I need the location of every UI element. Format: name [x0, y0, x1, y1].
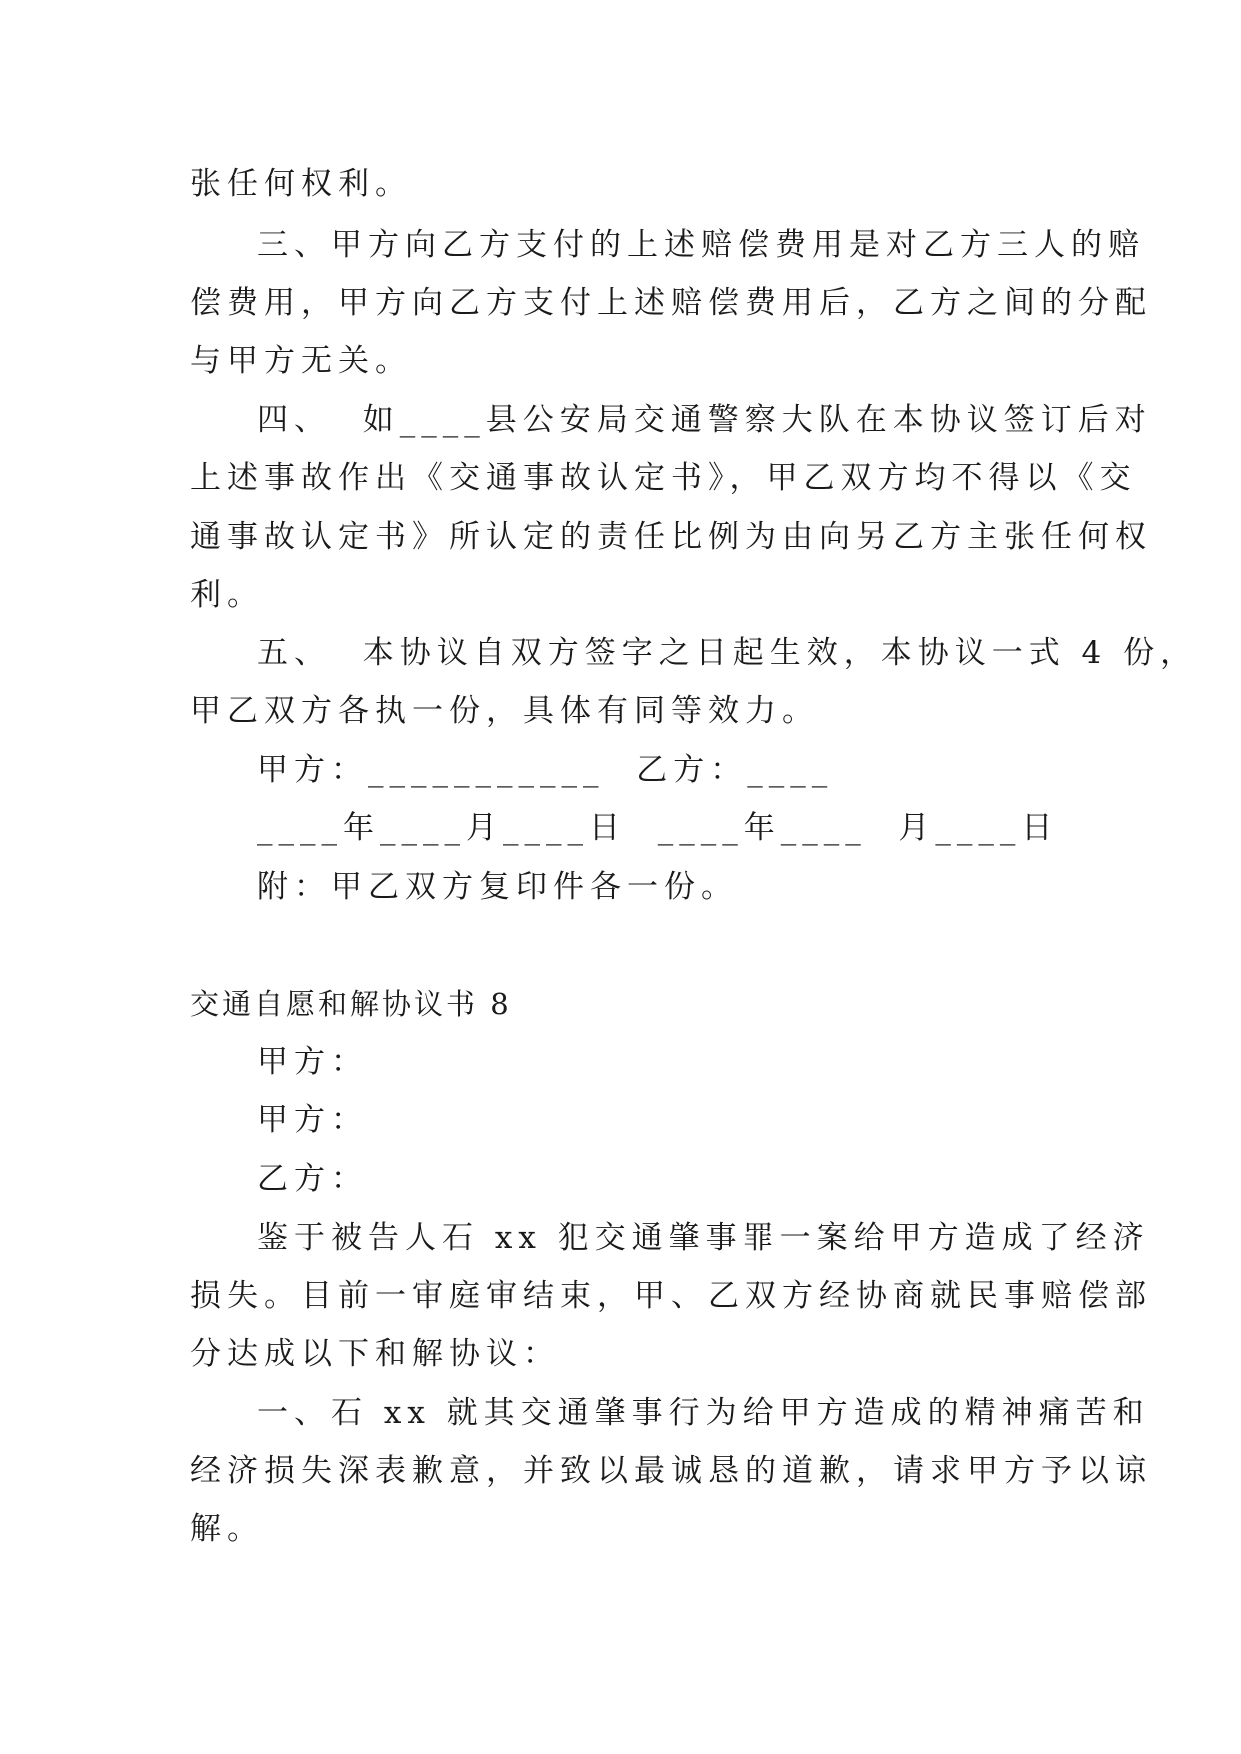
clause-five-line: 甲乙双方各执一份，具体有同等效力。 [190, 693, 819, 729]
preamble-line: 损失。目前一审庭审结束，甲、乙双方经协商就民事赔偿部 [190, 1278, 1152, 1314]
preamble-line: 分达成以下和解协议： [190, 1336, 560, 1372]
signature-line: 甲方：___________ 乙方：____ [257, 752, 834, 788]
clause-one-line: 经济损失深表歉意，并致以最诚恳的道歉，请求甲方予以谅 [190, 1453, 1152, 1489]
date-line: ____年____月____日 ____年____ 月____日 [257, 810, 1059, 846]
clause-three-line: 偿费用，甲方向乙方支付上述赔偿费用后，乙方之间的分配 [190, 285, 1152, 321]
paragraph-line: 张任何权利。 [190, 166, 412, 202]
party-b-label: 乙方： [257, 1161, 368, 1197]
clause-four-line: 利。 [190, 577, 264, 613]
clause-four-line: 通事故认定书》所认定的责任比例为由向另乙方主张任何权 [190, 519, 1152, 555]
document-title: 交通自愿和解协议书 8 [190, 987, 512, 1021]
clause-three-line: 三、甲方向乙方支付的上述赔偿费用是对乙方三人的赔 [257, 227, 1145, 263]
attachment-note: 附：甲乙双方复印件各一份。 [257, 869, 738, 905]
party-a-label: 甲方： [257, 1044, 368, 1080]
clause-four-line: 四、 如____县公安局交通警察大队在本协议签订后对 [257, 402, 1152, 438]
party-a-label: 甲方： [257, 1102, 368, 1138]
clause-one-line: 解。 [190, 1511, 264, 1547]
clause-five-line: 五、 本协议自双方签字之日起生效，本协议一式 4 份， [257, 635, 1198, 671]
clause-one-line: 一、石 xx 就其交通肇事行为给甲方造成的精神痛苦和 [257, 1395, 1150, 1431]
preamble-line: 鉴于被告人石 xx 犯交通肇事罪一案给甲方造成了经济 [257, 1220, 1150, 1256]
clause-three-line: 与甲方无关。 [190, 343, 412, 379]
clause-four-line: 上述事故作出《交通事故认定书》，甲乙双方均不得以《交 [190, 460, 1137, 496]
